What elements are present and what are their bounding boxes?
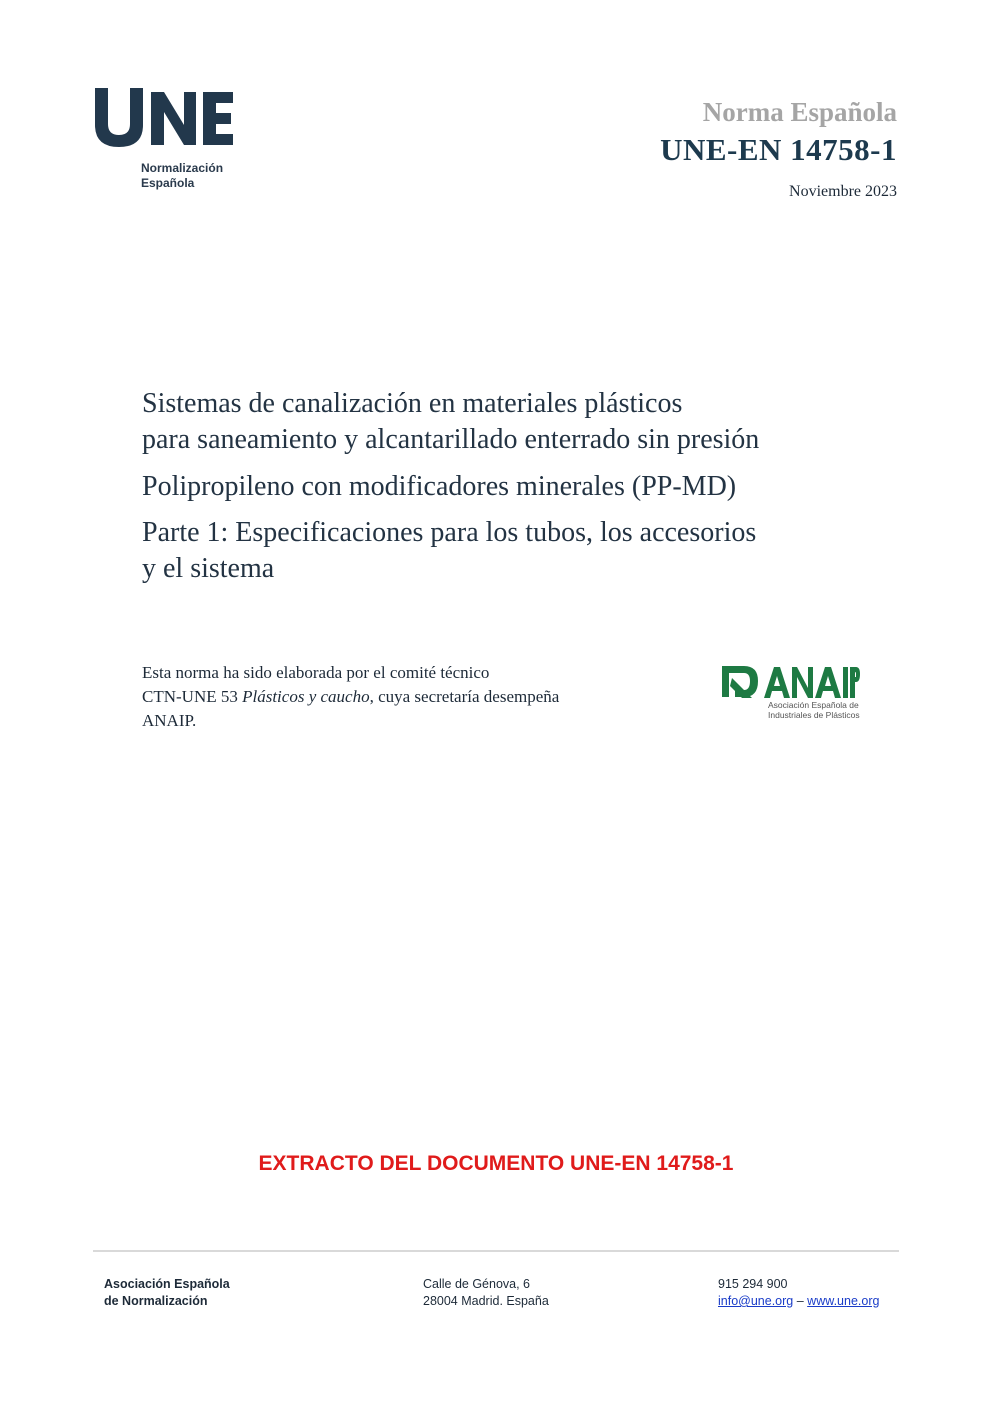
title-line-4: Parte 1: Especificaciones para los tubos, los accesorios bbox=[142, 517, 757, 548]
document-title bbox=[142, 386, 902, 587]
committee-line-3: ANAIP. bbox=[142, 711, 197, 730]
title-line-1: Sistemas de canalización en materiales plásticos bbox=[142, 388, 683, 419]
footer-address bbox=[423, 1276, 549, 1310]
standard-label: Norma Española bbox=[702, 97, 897, 127]
email-link[interactable]: info@une.org bbox=[718, 1294, 794, 1308]
une-logo bbox=[93, 88, 243, 198]
une-logo-subtitle-2: Española bbox=[141, 176, 195, 190]
footer-links bbox=[718, 1293, 879, 1310]
footer-address-line-1: Calle de Génova, 6 bbox=[423, 1277, 531, 1291]
anaip-subtitle-2: Industriales de Plásticos bbox=[768, 710, 860, 720]
title-line-2: para saneamiento y alcantarillado enterrado sin presión bbox=[142, 424, 760, 455]
footer-separator: – bbox=[796, 1294, 804, 1308]
committee-note bbox=[142, 661, 682, 733]
extract-banner: EXTRACTO DEL DOCUMENTO UNE-EN 14758-1 bbox=[258, 1152, 734, 1175]
footer-org-line-1: Asociación Española bbox=[104, 1277, 230, 1291]
footer-divider bbox=[93, 1250, 899, 1252]
une-logo-subtitle-1: Normalización bbox=[141, 161, 224, 175]
anaip-logo-mark bbox=[720, 664, 860, 700]
footer-phone: 915 294 900 bbox=[718, 1277, 788, 1291]
anaip-subtitle-1: Asociación Española de bbox=[768, 700, 859, 710]
footer-address-line-2: 28004 Madrid. España bbox=[423, 1294, 549, 1308]
footer-organization bbox=[104, 1276, 230, 1310]
title-line-5: y el sistema bbox=[142, 553, 275, 584]
une-logo-mark bbox=[93, 88, 233, 150]
committee-code: CTN-UNE 53 bbox=[142, 687, 243, 706]
website-link[interactable]: www.une.org bbox=[807, 1294, 880, 1308]
footer-contact bbox=[718, 1276, 879, 1310]
publication-date: Noviembre 2023 bbox=[789, 183, 897, 200]
title-line-3: Polipropileno con modificadores minerales (PP-MD) bbox=[142, 471, 737, 502]
anaip-logo bbox=[720, 664, 870, 730]
committee-line-1: Esta norma ha sido elaborada por el comité técnico bbox=[142, 663, 490, 682]
committee-name: Plásticos y caucho bbox=[242, 687, 370, 706]
committee-secretariat: , cuya secretaría desempeña bbox=[369, 687, 560, 706]
standard-code: UNE-EN 14758-1 bbox=[660, 132, 897, 167]
committee-line-2 bbox=[142, 685, 682, 709]
header-block bbox=[660, 96, 897, 202]
footer-org-line-2: de Normalización bbox=[104, 1294, 208, 1308]
